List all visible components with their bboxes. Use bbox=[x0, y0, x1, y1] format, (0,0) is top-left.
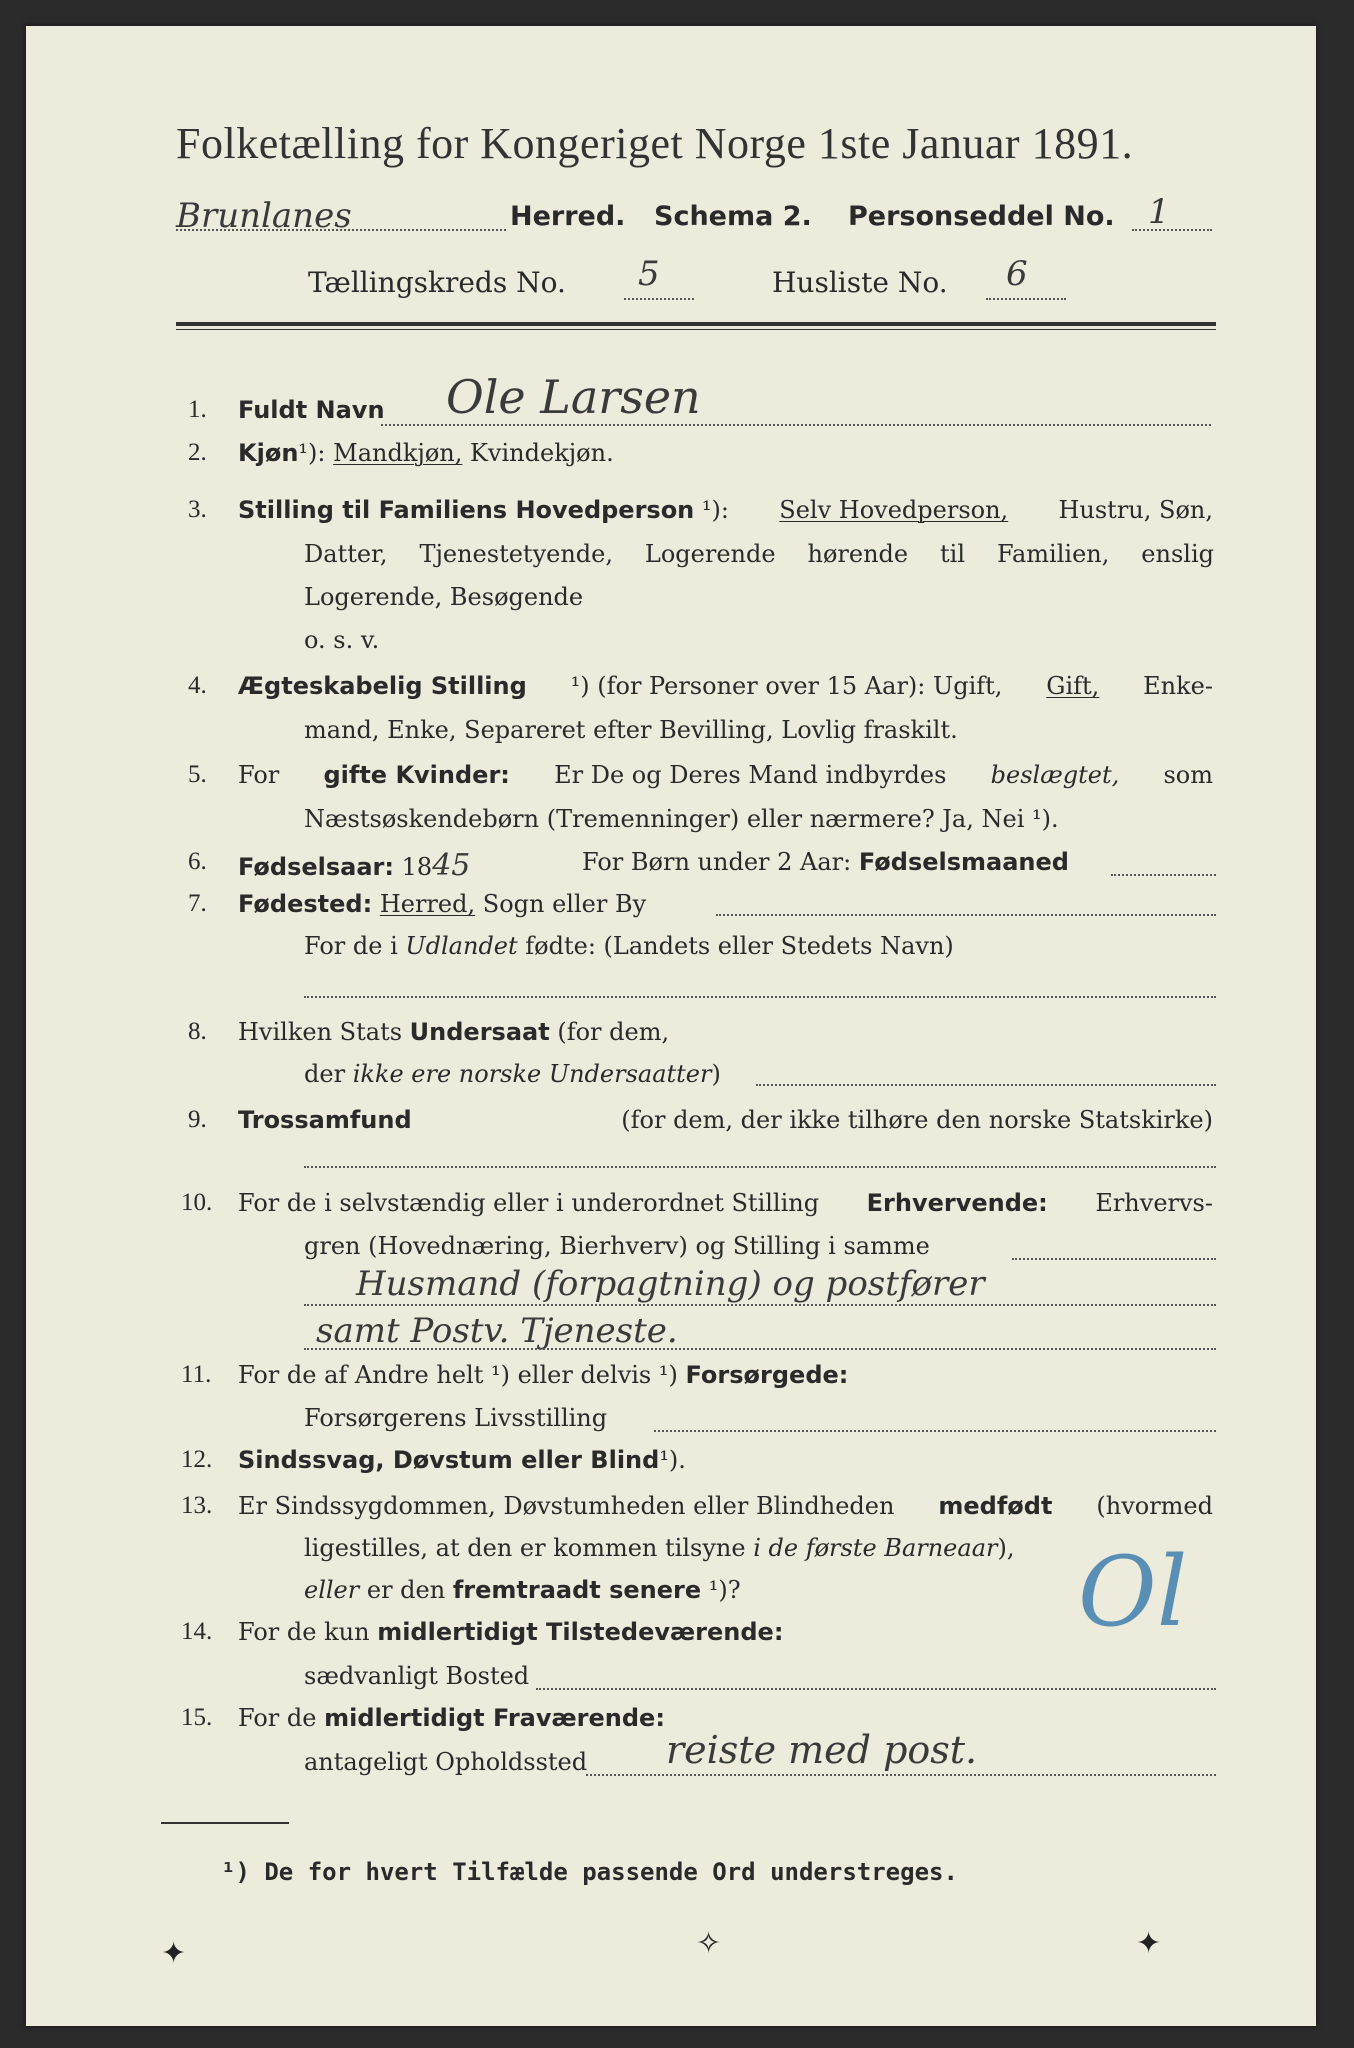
q7-label: Fødested: bbox=[238, 890, 373, 918]
q11-dotted-line bbox=[654, 1430, 1216, 1432]
q13-line2 bbox=[304, 1534, 1014, 1562]
husliste-value: 6 bbox=[1006, 254, 1028, 294]
q13-line3 bbox=[304, 1576, 741, 1604]
corner-mark-center-icon: ✧ bbox=[696, 1926, 722, 1961]
q13-line1 bbox=[238, 1492, 1213, 1520]
q3-number: 3. bbox=[188, 496, 207, 523]
q15-fravaerende: midlertidigt Fraværende: bbox=[324, 1704, 665, 1732]
q12-number: 12. bbox=[181, 1446, 213, 1473]
q2-option-kvindekjon: Kvindekjøn. bbox=[470, 439, 614, 467]
q9-dotted-line bbox=[304, 1166, 1216, 1168]
q6-dotted-line bbox=[1111, 874, 1216, 876]
q10-number: 10. bbox=[181, 1189, 213, 1216]
q15-line1 bbox=[238, 1704, 665, 1732]
q13-eller: eller bbox=[304, 1576, 360, 1604]
q6-number: 6. bbox=[188, 848, 207, 875]
q7-selected-option: Herred, bbox=[379, 890, 476, 918]
q11-line1 bbox=[238, 1361, 848, 1389]
q4-line1 bbox=[238, 672, 1213, 700]
q3-line3: Logerende, Besøgende bbox=[304, 583, 584, 611]
q10-erhvervende: Erhvervende: bbox=[866, 1189, 1048, 1217]
q9-rest: (for dem, der ikke tilhøre den norske Statskirke) bbox=[621, 1106, 1213, 1134]
header-rule bbox=[176, 322, 1216, 326]
footnote: ¹) De for hvert Tilfælde passende Ord understreges. bbox=[221, 1858, 958, 1886]
q10-handwritten-line1: Husmand (forpagtning) og postfører bbox=[356, 1264, 985, 1304]
q5-line2: Næstsøskendebørn (Tremenninger) eller nærmere? Ja, Nei ¹). bbox=[304, 805, 1059, 833]
q7-line2 bbox=[304, 932, 954, 960]
herred-label: Herred. bbox=[510, 201, 626, 232]
q3-sup: ¹): bbox=[701, 496, 729, 524]
q1-number: 1. bbox=[188, 396, 207, 423]
q8-dotted-line bbox=[756, 1084, 1216, 1086]
q2-row bbox=[238, 439, 614, 467]
q5-label: gifte Kvinder: bbox=[323, 761, 510, 789]
q8-line2-a: der bbox=[304, 1060, 346, 1088]
q6-row bbox=[238, 848, 470, 883]
q10-line1-b: Erhvervs- bbox=[1095, 1189, 1213, 1217]
q5-line1-rest: Er De og Deres Mand indbyrdes bbox=[554, 761, 947, 789]
q3-line4: o. s. v. bbox=[304, 626, 380, 654]
q5-italic: beslægtet, bbox=[990, 761, 1120, 789]
q13-line2-a: ligestilles, at den er kommen tilsyne bbox=[304, 1534, 746, 1562]
q7-line2-b: fødte: (Landets eller Stedets Navn) bbox=[525, 932, 954, 960]
q3-line1-rest: Hustru, Søn, bbox=[1058, 496, 1213, 524]
q2-label: Kjøn bbox=[238, 439, 299, 467]
q10-dotted-line-1 bbox=[1012, 1258, 1216, 1260]
form-title: Folketælling for Kongeriget Norge 1ste Januar 1891. bbox=[176, 119, 1134, 168]
q12-row bbox=[238, 1446, 686, 1474]
q8-number: 8. bbox=[188, 1018, 207, 1045]
q11-number: 11. bbox=[181, 1361, 212, 1388]
q8-line2-b: ) bbox=[711, 1060, 721, 1088]
q10-handwritten-line2: samt Postv. Tjeneste. bbox=[316, 1311, 678, 1351]
schema-label: Schema 2. bbox=[654, 201, 812, 232]
q12-label: Sindssvag, Døvstum eller Blind bbox=[238, 1446, 660, 1474]
personseddel-label: Personseddel No. bbox=[848, 201, 1115, 232]
q10-line2: gren (Hovednæring, Bierhverv) og Stilling i samme bbox=[304, 1232, 930, 1260]
header-rule-thin bbox=[176, 329, 1216, 330]
q4-line2: mand, Enke, Separeret efter Bevilling, Lovlig fraskilt. bbox=[304, 716, 958, 744]
q5-line1 bbox=[238, 761, 1213, 789]
corner-mark-right-icon: ✦ bbox=[1136, 1926, 1162, 1961]
q5-number: 5. bbox=[188, 761, 207, 788]
census-form-sheet bbox=[26, 26, 1316, 2026]
q10-dotted-line-3 bbox=[304, 1348, 1216, 1350]
herred-handwritten: Brunlanes bbox=[176, 196, 352, 236]
q6-fodselsmaaned: Fødselsmaaned bbox=[858, 848, 1069, 876]
q3-line1 bbox=[238, 496, 1213, 524]
q13-line3-a: er den bbox=[366, 1576, 446, 1604]
q13-fremtraadt: fremtraadt senere bbox=[452, 1576, 702, 1604]
pencil-annotation: Ol bbox=[1078, 1536, 1188, 1648]
q3-selected-option: Selv Hovedperson, bbox=[779, 496, 1009, 524]
q7-number: 7. bbox=[188, 890, 207, 917]
q14-line1 bbox=[238, 1618, 783, 1646]
q5-line1-end: som bbox=[1163, 761, 1213, 789]
q2-sup: ¹): bbox=[298, 439, 326, 467]
q14-line2: sædvanligt Bosted bbox=[304, 1662, 530, 1690]
q13-line3-b: ¹)? bbox=[708, 1576, 741, 1604]
q4-line1-end: Enke- bbox=[1143, 672, 1213, 700]
q14-line1-a: For de kun bbox=[238, 1618, 370, 1646]
q10-line1-a: For de i selvstændig eller i underordnet Stilling bbox=[238, 1189, 820, 1217]
q7-rest: Sogn eller By bbox=[482, 890, 647, 918]
q8-undersaat: Undersaat bbox=[409, 1018, 550, 1046]
q7-udlandet: Udlandet bbox=[405, 932, 518, 960]
q6-rest: For Børn under 2 Aar: bbox=[582, 848, 852, 876]
q1-name-answer: Ole Larsen bbox=[446, 370, 701, 424]
q13-line2-b: ), bbox=[997, 1534, 1015, 1562]
q6-year-print: 18 bbox=[401, 853, 433, 881]
q13-line1-a: Er Sindssygdommen, Døvstumheden eller Blindheden bbox=[238, 1492, 895, 1520]
q11-line1-a: For de af Andre helt ¹) eller delvis ¹) bbox=[238, 1361, 678, 1389]
q6-label: Fødselsaar: bbox=[238, 853, 394, 881]
q6-rest-row bbox=[582, 848, 1069, 876]
q4-line1-mid: ¹) (for Personer over 15 Aar): Ugift, bbox=[570, 672, 1003, 700]
q8-line1-b: (for dem, bbox=[557, 1018, 670, 1046]
q15-handwritten-answer: reiste med post. bbox=[666, 1728, 978, 1772]
q15-line2: antageligt Opholdssted bbox=[304, 1748, 588, 1776]
kreds-dotted-line bbox=[624, 298, 694, 300]
q6-year-handwritten: 45 bbox=[432, 848, 471, 883]
q8-line1-a: Hvilken Stats bbox=[238, 1018, 403, 1046]
q8-line1 bbox=[238, 1018, 669, 1046]
q1-label: Fuldt Navn bbox=[238, 396, 385, 424]
q9-number: 9. bbox=[188, 1106, 207, 1133]
husliste-dotted-line bbox=[986, 298, 1066, 300]
q12-rest: ¹). bbox=[659, 1446, 686, 1474]
q9-label: Trossamfund bbox=[238, 1106, 412, 1134]
husliste-label: Husliste No. bbox=[772, 266, 948, 299]
q7-dotted-line bbox=[716, 914, 1216, 916]
q13-italic: i de første Barneaar bbox=[753, 1534, 998, 1562]
q1-dotted-line bbox=[381, 424, 1211, 426]
q7-answer-dotted-line bbox=[304, 996, 1216, 998]
q4-selected-option: Gift, bbox=[1046, 672, 1100, 700]
q8-line2 bbox=[304, 1060, 721, 1088]
q14-dotted-line bbox=[536, 1688, 1216, 1690]
kreds-value: 5 bbox=[638, 254, 660, 294]
q13-number: 13. bbox=[181, 1492, 213, 1519]
q15-dotted-line bbox=[586, 1774, 1216, 1776]
q15-number: 15. bbox=[181, 1704, 213, 1731]
q2-option-mandkjon: Mandkjøn, bbox=[333, 439, 463, 467]
q7-row bbox=[238, 890, 646, 918]
kreds-label: Tællingskreds No. bbox=[308, 266, 566, 299]
q3-label: Stilling til Familiens Hovedperson bbox=[238, 496, 695, 524]
q11-forsorgede: Forsørgede: bbox=[685, 1361, 849, 1389]
herred-dotted-line bbox=[176, 229, 506, 231]
q3-line2: Datter, Tjenestetyende, Logerende hørende til Familien, enslig bbox=[304, 540, 1214, 568]
personseddel-dotted-line bbox=[1132, 229, 1212, 231]
q2-number: 2. bbox=[188, 439, 207, 466]
q15-line1-a: For de bbox=[238, 1704, 317, 1732]
q9-line1 bbox=[238, 1106, 1213, 1134]
q14-number: 14. bbox=[181, 1618, 213, 1645]
personseddel-value: 1 bbox=[1148, 192, 1170, 232]
q11-line2: Forsørgerens Livsstilling bbox=[304, 1404, 608, 1432]
q13-line1-b: (hvormed bbox=[1096, 1492, 1213, 1520]
q7-line2-a: For de i bbox=[304, 932, 398, 960]
q4-label: Ægteskabelig Stilling bbox=[238, 672, 527, 700]
corner-mark-left-icon: ✦ bbox=[161, 1936, 187, 1971]
q4-number: 4. bbox=[188, 672, 207, 699]
footnote-rule bbox=[161, 1822, 289, 1824]
q8-italic: ikke ere norske Undersaatter bbox=[352, 1060, 712, 1088]
q10-line1 bbox=[238, 1189, 1213, 1217]
q13-medfodt: medfødt bbox=[938, 1492, 1053, 1520]
q10-dotted-line-2 bbox=[304, 1304, 1216, 1306]
q14-tilstedevaerende: midlertidigt Tilstedeværende: bbox=[377, 1618, 784, 1646]
q5-prefix: For bbox=[238, 761, 280, 789]
